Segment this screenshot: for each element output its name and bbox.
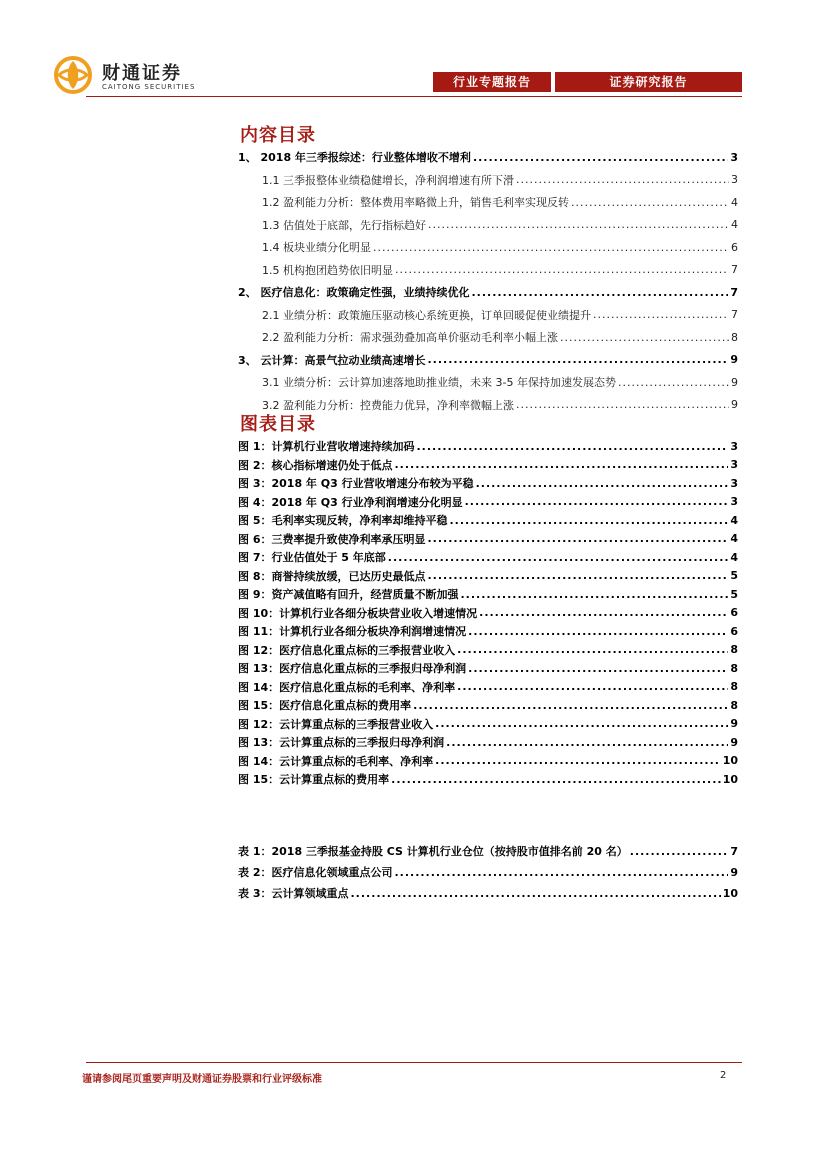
toc-entry[interactable] — [238, 349, 738, 371]
toc-entry-text: 1.4 板块业绩分化明显 — [262, 241, 371, 254]
toc-leader-dots — [428, 218, 729, 231]
toc-entry-text: 图 3：2018 年 Q3 行业营收增速分布较为平稳 — [238, 477, 474, 490]
toc-leader-dots — [435, 754, 721, 767]
logo-mark-icon — [52, 55, 94, 95]
toc-entry-page: 5 — [730, 587, 738, 601]
toc-entry-page: 10 — [722, 754, 738, 767]
toc-entry[interactable] — [238, 169, 738, 191]
toc-leader-dots — [394, 866, 728, 879]
toc-leader-dots — [516, 173, 729, 186]
toc-entry-text: 图 4：2018 年 Q3 行业净利润增速分化明显 — [238, 495, 463, 509]
toc-entry-text: 图 15：医疗信息化重点标的费用率 — [238, 699, 412, 712]
toc-entry-page: 4 — [730, 532, 738, 545]
toc-entry-text: 1.1 三季报整体业绩稳健增长，净利润增速有所下滑 — [262, 173, 514, 187]
toc-entry-text: 1.3 估值处于底部，先行指标趋好 — [262, 218, 426, 232]
toc-leader-dots — [427, 532, 728, 545]
footer-disclaimer: 谨请参阅尾页重要声明及财通证券股票和行业评级标准 — [82, 1074, 322, 1085]
toc-entry-page: 8 — [730, 680, 738, 693]
toc-entry-page: 10 — [722, 886, 738, 900]
toc-entry-page: 3 — [731, 173, 738, 186]
toc-entry-text: 1.2 盈利能力分析：整体费用率略微上升，销售毛利率实现反转 — [262, 196, 569, 209]
toc-entry-page: 9 — [730, 865, 738, 879]
toc-entry-page: 3 — [730, 439, 738, 453]
toc-entry-text: 图 14：云计算重点标的毛利率、净利率 — [238, 754, 434, 768]
toc-entry-text: 图 15：云计算重点标的费用率 — [238, 773, 390, 786]
footer-divider — [86, 1062, 742, 1063]
toc-leader-dots — [446, 736, 728, 749]
toc-entry-text: 图 7：行业估值处于 5 年底部 — [238, 551, 386, 564]
toc-leader-dots — [465, 495, 729, 508]
report-type-tag: 行业专题报告 — [433, 72, 551, 92]
toc-entry-text: 3.1 业绩分析：云计算加速落地助推业绩，未来 3-5 年保持加速发展态势 — [262, 376, 616, 389]
toc-entry-text: 图 8：商誉持续放缓，已达历史最低点 — [238, 569, 426, 583]
toc-leader-dots — [468, 662, 728, 675]
toc-entry-page: 10 — [722, 772, 738, 786]
toc-entry-page: 9 — [730, 353, 738, 366]
toc-entry-text: 图 6：三费率提升致使净利率承压明显 — [238, 532, 426, 546]
toc-leader-dots — [449, 514, 728, 527]
toc-entry[interactable] — [238, 236, 738, 258]
toc-entry-page: 9 — [731, 375, 738, 389]
report-category-tag: 证券研究报告 — [555, 72, 742, 92]
toc-leader-dots — [476, 477, 729, 490]
page-number: 2 — [720, 1070, 727, 1081]
toc-entry[interactable] — [238, 768, 738, 790]
toc-entry-page: 3 — [730, 458, 738, 471]
toc-entry-text: 图 12：云计算重点标的三季报营业收入 — [238, 717, 434, 731]
toc-entry-page: 5 — [730, 569, 738, 582]
toc-entry-text: 图 11：计算机行业各细分板块净利润增速情况 — [238, 625, 467, 638]
toc-entry-text: 1.5 机构抱团趋势依旧明显 — [262, 263, 393, 277]
toc-entry-page: 4 — [730, 550, 738, 564]
toc-entry-text: 表 2：医疗信息化领域重点公司 — [238, 866, 393, 879]
contents-title: 内容目录 — [240, 125, 316, 146]
toc-entry[interactable] — [238, 259, 738, 281]
toc-entry-text: 图 10：计算机行业各细分板块营业收入增速情况 — [238, 606, 478, 620]
toc-entry-text: 2.2 盈利能力分析：需求强劲叠加高单价驱动毛利率小幅上涨 — [262, 331, 558, 344]
toc-entry-page: 4 — [731, 218, 738, 231]
toc-leader-dots — [395, 263, 729, 276]
toc-entry-page: 9 — [730, 717, 738, 730]
toc-leader-dots — [413, 699, 728, 712]
toc-leader-dots — [618, 376, 729, 389]
toc-entry-page: 3 — [730, 150, 738, 164]
toc-entry-page: 6 — [730, 624, 738, 638]
toc-leader-dots — [388, 551, 729, 564]
toc-leader-dots — [479, 606, 728, 619]
toc-leader-dots — [516, 398, 729, 411]
header-divider — [86, 96, 742, 97]
toc-entry-text: 图 13：医疗信息化重点标的三季报归母净利润 — [238, 662, 467, 675]
logo-name-en: CAITONG SECURITIES — [102, 83, 196, 91]
toc-leader-dots — [473, 151, 728, 164]
toc-entry-text: 2.1 业绩分析：政策施压驱动核心系统更换，订单回暖促使业绩提升 — [262, 308, 591, 322]
toc-leader-dots — [560, 331, 729, 344]
toc-entry[interactable] — [238, 371, 738, 393]
toc-entry-text: 图 9：资产减值略有回升，经营质量不断加强 — [238, 588, 459, 601]
toc-leader-dots — [468, 625, 728, 638]
toc-entry-page: 8 — [730, 643, 738, 656]
toc-entry[interactable] — [238, 326, 738, 348]
toc-entry-page: 7 — [730, 844, 738, 858]
toc-entry-page: 4 — [731, 195, 738, 209]
toc-leader-dots — [630, 845, 729, 858]
toc-entry-page: 9 — [730, 735, 738, 749]
toc-leader-dots — [457, 643, 728, 656]
toc-entry-page: 8 — [731, 330, 738, 344]
toc-entry-text: 表 3：云计算领域重点 — [238, 887, 349, 900]
toc-entry-page: 6 — [731, 240, 738, 254]
toc-entry-page: 7 — [731, 263, 738, 276]
figures-title: 图表目录 — [240, 414, 316, 435]
toc-entry-text: 1、 2018 年三季报综述：行业整体增收不增利 — [238, 151, 471, 164]
toc-leader-dots — [457, 680, 728, 693]
toc-entry-page: 7 — [731, 308, 738, 321]
toc-entry-page: 7 — [730, 285, 738, 299]
toc-entry-text: 3、 云计算：高景气拉动业绩高速增长 — [238, 353, 426, 367]
toc-entry-page: 4 — [730, 513, 738, 527]
company-logo — [52, 55, 252, 95]
toc-entry-text: 2、 医疗信息化：政策确定性强，业绩持续优化 — [238, 286, 470, 299]
toc-entry-page: 8 — [730, 698, 738, 712]
toc-leader-dots — [593, 308, 729, 321]
toc-entry[interactable] — [238, 840, 738, 862]
toc-entry-text: 图 13：云计算重点标的三季报归母净利润 — [238, 736, 445, 749]
toc-entry-text: 图 1：计算机行业营收增速持续加码 — [238, 440, 415, 453]
toc-entry[interactable] — [238, 882, 738, 904]
toc-entry-page: 8 — [730, 661, 738, 675]
toc-leader-dots — [373, 241, 729, 254]
toc-entry[interactable] — [238, 191, 738, 213]
logo-name-cn: 财通证券 — [102, 63, 182, 84]
toc-entry[interactable] — [238, 304, 738, 326]
toc-entry-text: 3.2 盈利能力分析：控费能力优异，净利率微幅上涨 — [262, 398, 514, 412]
toc-leader-dots — [471, 286, 728, 299]
toc-leader-dots — [391, 773, 721, 786]
toc-entry-text: 图 14：医疗信息化重点标的毛利率、净利率 — [238, 680, 456, 694]
toc-leader-dots — [427, 569, 728, 582]
toc-leader-dots — [435, 717, 728, 730]
toc-leader-dots — [460, 588, 728, 601]
toc-entry-page: 3 — [730, 476, 738, 490]
toc-entry[interactable] — [238, 281, 738, 303]
toc-entry[interactable] — [238, 861, 738, 883]
toc-entry[interactable] — [238, 214, 738, 236]
toc-leader-dots — [394, 458, 728, 471]
toc-leader-dots — [350, 887, 720, 900]
toc-entry-page: 3 — [730, 495, 738, 508]
toc-entry-text: 图 12：医疗信息化重点标的三季报营业收入 — [238, 643, 456, 657]
toc-entry-text: 表 1：2018 三季报基金持股 CS 计算机行业仓位（按持股市值排名前 20 名） — [238, 845, 628, 858]
toc-leader-dots — [427, 353, 728, 366]
toc-leader-dots — [416, 440, 728, 453]
toc-leader-dots — [571, 196, 729, 209]
toc-entry-text: 图 5：毛利率实现反转，净利率却维持平稳 — [238, 514, 448, 527]
toc-entry-page: 6 — [730, 606, 738, 619]
toc-entry-text: 图 2：核心指标增速仍处于低点 — [238, 458, 393, 472]
toc-entry-page: 9 — [731, 398, 738, 411]
toc-entry[interactable] — [238, 146, 738, 168]
